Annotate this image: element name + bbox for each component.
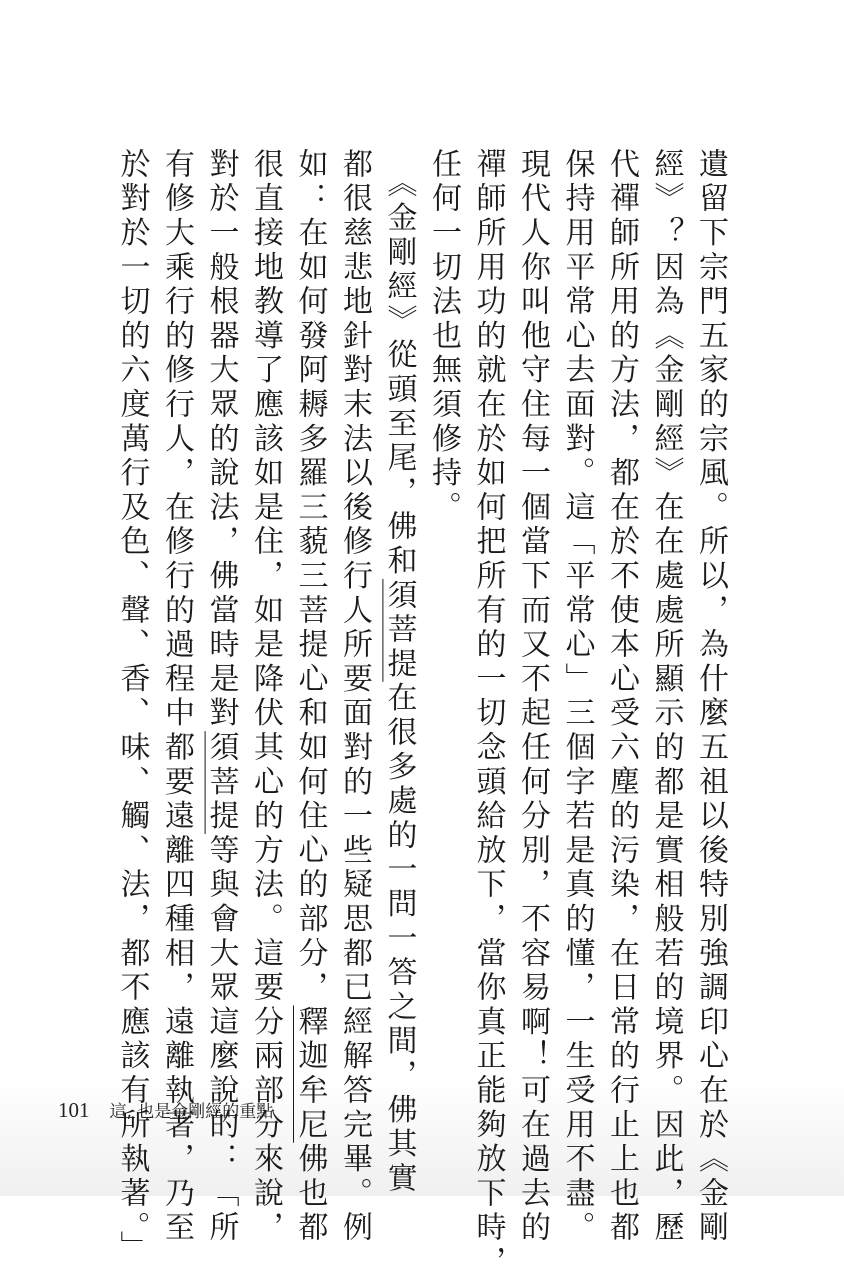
- text-segment: 對於一般根器大眾的說法，佛當時是對: [203, 148, 239, 732]
- text-segment: 有修大乘行的修行人，在修行的過程中都要遠離四種相，遠離執著，乃至: [159, 148, 194, 1246]
- text-column: [599, 148, 644, 1246]
- text-segment: 在很多處的一問一答之間，佛其實: [381, 681, 417, 1197]
- text-segment: 《金剛經》從頭至尾，佛和: [381, 148, 417, 579]
- text-column: [154, 148, 199, 1246]
- text-segment: 都很慈悲地針對末法以後修行人所要面對的一些疑思都已經解答完畢。例: [337, 148, 372, 1246]
- text-segment: 任何一切法也無須修持。: [426, 148, 461, 526]
- proper-name: 釋迦牟尼: [292, 1005, 328, 1143]
- page-number: 101: [58, 1098, 90, 1122]
- text-column: [510, 148, 555, 1246]
- text-segment: 代禪師所用的方法，都在於不使本心受六塵的污染，在日常的行止上也都: [604, 148, 639, 1246]
- text-column: [643, 148, 688, 1246]
- text-segment: 如：在如何發阿耨多羅三藐三菩提心和如何住心的部分，: [292, 148, 328, 1006]
- text-segment: 禪師所用功的就在於如何把所有的一切念頭給放下，當你真正能夠放下時，: [470, 148, 506, 1280]
- text-segment: 佛也都: [292, 1142, 328, 1246]
- text-segment: 於對於一切的六度萬行及色、聲、香、味、觸、法，都不應該有所執著。」: [114, 148, 150, 1265]
- text-column: [688, 148, 733, 1246]
- text-column: [109, 148, 154, 1265]
- text-segment: 很直接地教導了應該如是住，如是降伏其心的方法。這要分兩部分來說，: [248, 148, 283, 1246]
- text-column: [287, 148, 332, 1246]
- text-segment: 遺留下宗門五家的宗風。所以，為什麼五祖以後特別強調印心在於《金剛: [693, 148, 728, 1246]
- text-segment: 經》？因為《金剛經》在在處處所顯示的都是實相般若的境界。因此，歷: [648, 148, 684, 1246]
- proper-name: 須菩提: [381, 578, 417, 682]
- text-segment: 保持用平常心去面對。這「平常心」三個字若是真的懂，一生受用不盡。: [559, 148, 595, 1246]
- text-segment: 等與會大眾這麼說的：「所: [203, 834, 239, 1246]
- text-segment: 現代人你叫他守住每一個當下而又不起任何分別，不容易啊！可在過去的: [515, 148, 550, 1246]
- text-column: [376, 148, 421, 1197]
- text-column: [332, 148, 377, 1246]
- text-column: [243, 148, 288, 1246]
- running-title: 這, 也是金剛經的重點: [109, 1102, 274, 1122]
- text-column: [421, 148, 466, 1028]
- text-column: [465, 148, 510, 1280]
- text-column: [554, 148, 599, 1246]
- proper-name: 須菩提: [203, 731, 239, 835]
- text-column: [198, 148, 243, 1246]
- page-footer: [58, 1097, 273, 1123]
